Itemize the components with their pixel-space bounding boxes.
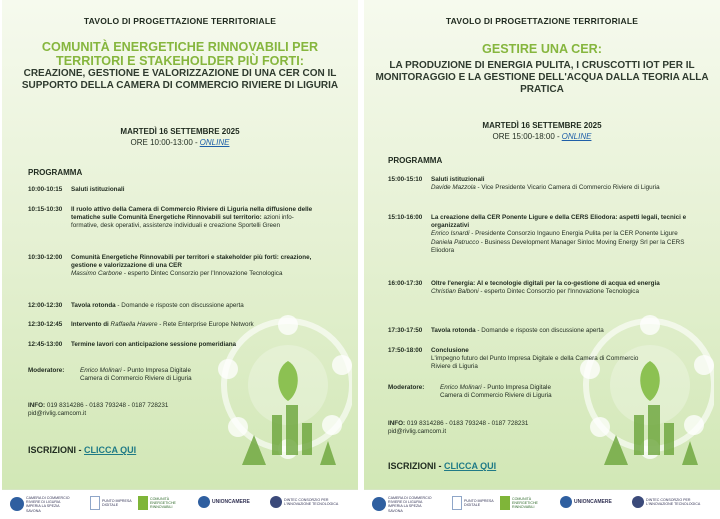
schedule-item — [388, 280, 688, 296]
info-block — [28, 402, 288, 418]
camera-commercio-logo: CAMERA DI COMMERCIO RIVIERE DI LIGURIA IMPERIA LA SPEZIA SAVONA — [372, 496, 436, 513]
iscrizioni-label: ISCRIZIONI - — [28, 445, 82, 455]
moderator-name: Enrico Molinari — [80, 367, 122, 374]
unioncamere-logo: UNIONCAMERE — [198, 496, 250, 508]
moderator-org: Camera di Commercio Riviere di Liguria — [80, 375, 192, 383]
schedule-detail: L'impegno futuro del Punto Impresa Digitale e della Camera di Commercio Riviere di Liguria — [431, 355, 639, 371]
programma-heading: PROGRAMMA — [388, 156, 443, 165]
schedule-speaker: Massimo Carbone — [71, 270, 123, 278]
iscrizioni-line — [28, 445, 136, 455]
unioncamere-logo: UNIONCAMERE — [560, 496, 612, 508]
event-time-text: ORE 10:00-13:00 - — [130, 138, 198, 147]
schedule-time: 15:00-15:10 — [388, 176, 423, 183]
info-block — [388, 420, 648, 436]
pid-logo: PUNTO IMPRESA DIGITALE — [90, 496, 132, 510]
camera-commercio-logo: CAMERA DI COMMERCIO RIVIERE DI LIGURIA IMPERIA LA SPEZIA SAVONA — [10, 496, 74, 513]
schedule-title: Oltre l'energia: AI e tecnologie digitali per la co-gestione di acqua ed energia — [431, 280, 660, 287]
online-link[interactable]: ONLINE — [561, 132, 592, 141]
schedule-speaker-role: - esperto Dintec Consorzio per l'Innovazione Tecnologica — [122, 270, 283, 278]
schedule-item — [388, 176, 688, 192]
moderator-label: Moderatore: — [388, 384, 425, 391]
schedule-speaker-role: - esperto Dintec Consorzio per l'Innovazione Tecnologica — [478, 288, 639, 296]
schedule-item — [28, 186, 328, 194]
schedule-time: 10:15-10:30 — [28, 206, 63, 213]
event-subtitle: LA PRODUZIONE DI ENERGIA PULITA, I CRUSCOTTI IOT PER IL MONITORAGGIO E LA GESTIONE DELL'ACQUA DALLA TEORIA ALLA PRATICA — [375, 60, 709, 95]
schedule-detail: - Domande e risposte con discussione aperta — [475, 327, 604, 334]
schedule-speaker-role: - Vice Presidente Vicario Camera di Commercio Riviere di Liguria — [475, 184, 660, 192]
schedule-title: Il ruolo attivo della Camera di Commercio Riviere di Liguria nella diffusione delle tematiche sulle Comunità Energetiche Rinnovabili sul territorio: — [71, 206, 313, 222]
schedule-speaker: Raffaella Havere — [110, 321, 158, 328]
schedule-title: Termine lavori con anticipazione sessione pomeridiana — [71, 341, 237, 348]
moderator-name: Enrico Molinari — [440, 384, 482, 391]
schedule-item — [28, 341, 328, 349]
schedule-speaker: Enrico Isnardi — [431, 230, 470, 238]
schedule-time: 15:10-16:00 — [388, 214, 423, 221]
schedule-title: Comunità Energetiche Rinnovabili per territori e stakeholder più forti: creazione, gestione e valorizzazione di una CER — [71, 254, 312, 270]
schedule-time: 10:00-10:15 — [28, 186, 63, 193]
event-time-text: ORE 15:00-18:00 - — [492, 132, 560, 141]
schedule-item — [388, 327, 688, 335]
moderator-role: - Punto Impresa Digitale — [121, 367, 191, 374]
comunita-energetiche-logo: COMUNITÀ ENERGETICHE RINNOVABILI — [500, 496, 548, 510]
schedule-time: 12:45-13:00 — [28, 341, 63, 348]
schedule-time: 12:00-12:30 — [28, 302, 63, 309]
register-link[interactable]: CLICCA QUI — [84, 445, 137, 455]
schedule-title: Tavola rotonda — [431, 327, 476, 334]
schedule-title: Saluti istituzionali — [431, 176, 485, 183]
schedule-speaker-role: - Presidente Consorzio Ingauno Energia Pulita per la CER Ponente Ligure — [469, 230, 678, 238]
flyer-header: TAVOLO DI PROGETTAZIONE TERRITORIALE — [83, 16, 277, 26]
schedule-item — [28, 206, 318, 231]
schedule-title: Conclusione — [431, 347, 469, 354]
schedule-item — [388, 347, 648, 372]
schedule-item — [28, 254, 318, 279]
schedule-speaker-role: - Business Development Manager Sinloc Moving Energy Srl per la CERS Eliodora — [431, 238, 685, 254]
event-title: GESTIRE UNA CER: — [482, 42, 602, 56]
info-email[interactable]: pid@rivlig.camcom.it — [388, 428, 447, 436]
schedule-speaker: Davide Mazzola — [431, 184, 476, 192]
moderator-label: Moderatore: — [28, 367, 65, 374]
dintec-logo: DINTEC CONSORZIO PER L'INNOVAZIONE TECNOLOGICA — [632, 496, 704, 508]
moderator-block — [28, 367, 288, 383]
schedule-time: 12:30-12:45 — [28, 321, 63, 328]
info-label: INFO: — [388, 420, 406, 427]
iscrizioni-label: ISCRIZIONI - — [388, 461, 442, 471]
schedule-detail: - Domande e risposte con discussione aperta — [115, 302, 244, 309]
sponsor-footer — [364, 489, 720, 519]
dintec-logo: DINTEC CONSORZIO PER L'INNOVAZIONE TECNOLOGICA — [270, 496, 342, 508]
comunita-energetiche-logo: COMUNITÀ ENERGETICHE RINNOVABILI — [138, 496, 186, 510]
moderator-role: - Punto Impresa Digitale — [481, 384, 551, 391]
moderator-org: Camera di Commercio Riviere di Liguria — [440, 392, 552, 400]
schedule-item — [388, 214, 688, 255]
info-phones: 019 8314286 - 0183 793248 - 0187 728231 — [405, 420, 529, 427]
schedule-item — [28, 302, 328, 310]
programma-heading: PROGRAMMA — [28, 168, 83, 177]
schedule-time: 17:30-17:50 — [388, 327, 423, 334]
schedule-time: 10:30-12:00 — [28, 254, 63, 261]
moderator-block — [388, 384, 648, 400]
schedule-speaker: Daniela Patrucco — [431, 238, 479, 246]
online-link[interactable]: ONLINE — [199, 138, 230, 147]
schedule-title: Tavola rotonda — [71, 302, 116, 309]
schedule-item — [28, 321, 328, 329]
schedule-detail: azioni info-formative, desk operativi, assistenze individuali e creazione Sportelli Green — [71, 214, 294, 230]
event-date: MARTEDÌ 16 SETTEMBRE 2025 — [482, 121, 602, 130]
schedule-speaker: Christian Balboni — [431, 288, 479, 296]
schedule-detail: - Rete Enterprise Europe Network — [157, 321, 254, 328]
event-time — [364, 132, 720, 141]
schedule-title: Intervento di — [71, 321, 111, 328]
flyer-header: TAVOLO DI PROGETTAZIONE TERRITORIALE — [445, 16, 639, 26]
info-label: INFO: — [28, 402, 46, 409]
event-date: MARTEDÌ 16 SETTEMBRE 2025 — [120, 127, 240, 136]
flyer-afternoon — [364, 0, 720, 519]
register-link[interactable]: CLICCA QUI — [444, 461, 497, 471]
iscrizioni-line — [388, 461, 496, 471]
flyer-morning — [2, 0, 358, 519]
schedule-time: 16:00-17:30 — [388, 280, 423, 287]
info-phones: 019 8314286 - 0183 793248 - 0187 728231 — [45, 402, 169, 409]
event-subtitle: CREAZIONE, GESTIONE E VALORIZZAZIONE DI UNA CER CON IL SUPPORTO DELLA CAMERA DI COMMERCIO RIVIERE DI LIGURIA — [21, 68, 339, 91]
info-email[interactable]: pid@rivlig.camcom.it — [28, 410, 87, 418]
schedule-title: La creazione della CER Ponente Ligure e della CERS Eliodora: aspetti legali, tecnici e organizzativi — [431, 214, 687, 230]
pid-logo: PUNTO IMPRESA DIGITALE — [452, 496, 494, 510]
event-time — [2, 138, 358, 147]
sponsor-footer — [2, 489, 358, 519]
schedule-time: 17:50-18:00 — [388, 347, 423, 354]
schedule-title: Saluti istituzionali — [71, 186, 125, 193]
event-title: COMUNITÀ ENERGETICHE RINNOVABILI PER TERRITORI E STAKEHOLDER PIÙ FORTI: — [41, 40, 319, 69]
green-energy-illustration — [564, 265, 714, 485]
